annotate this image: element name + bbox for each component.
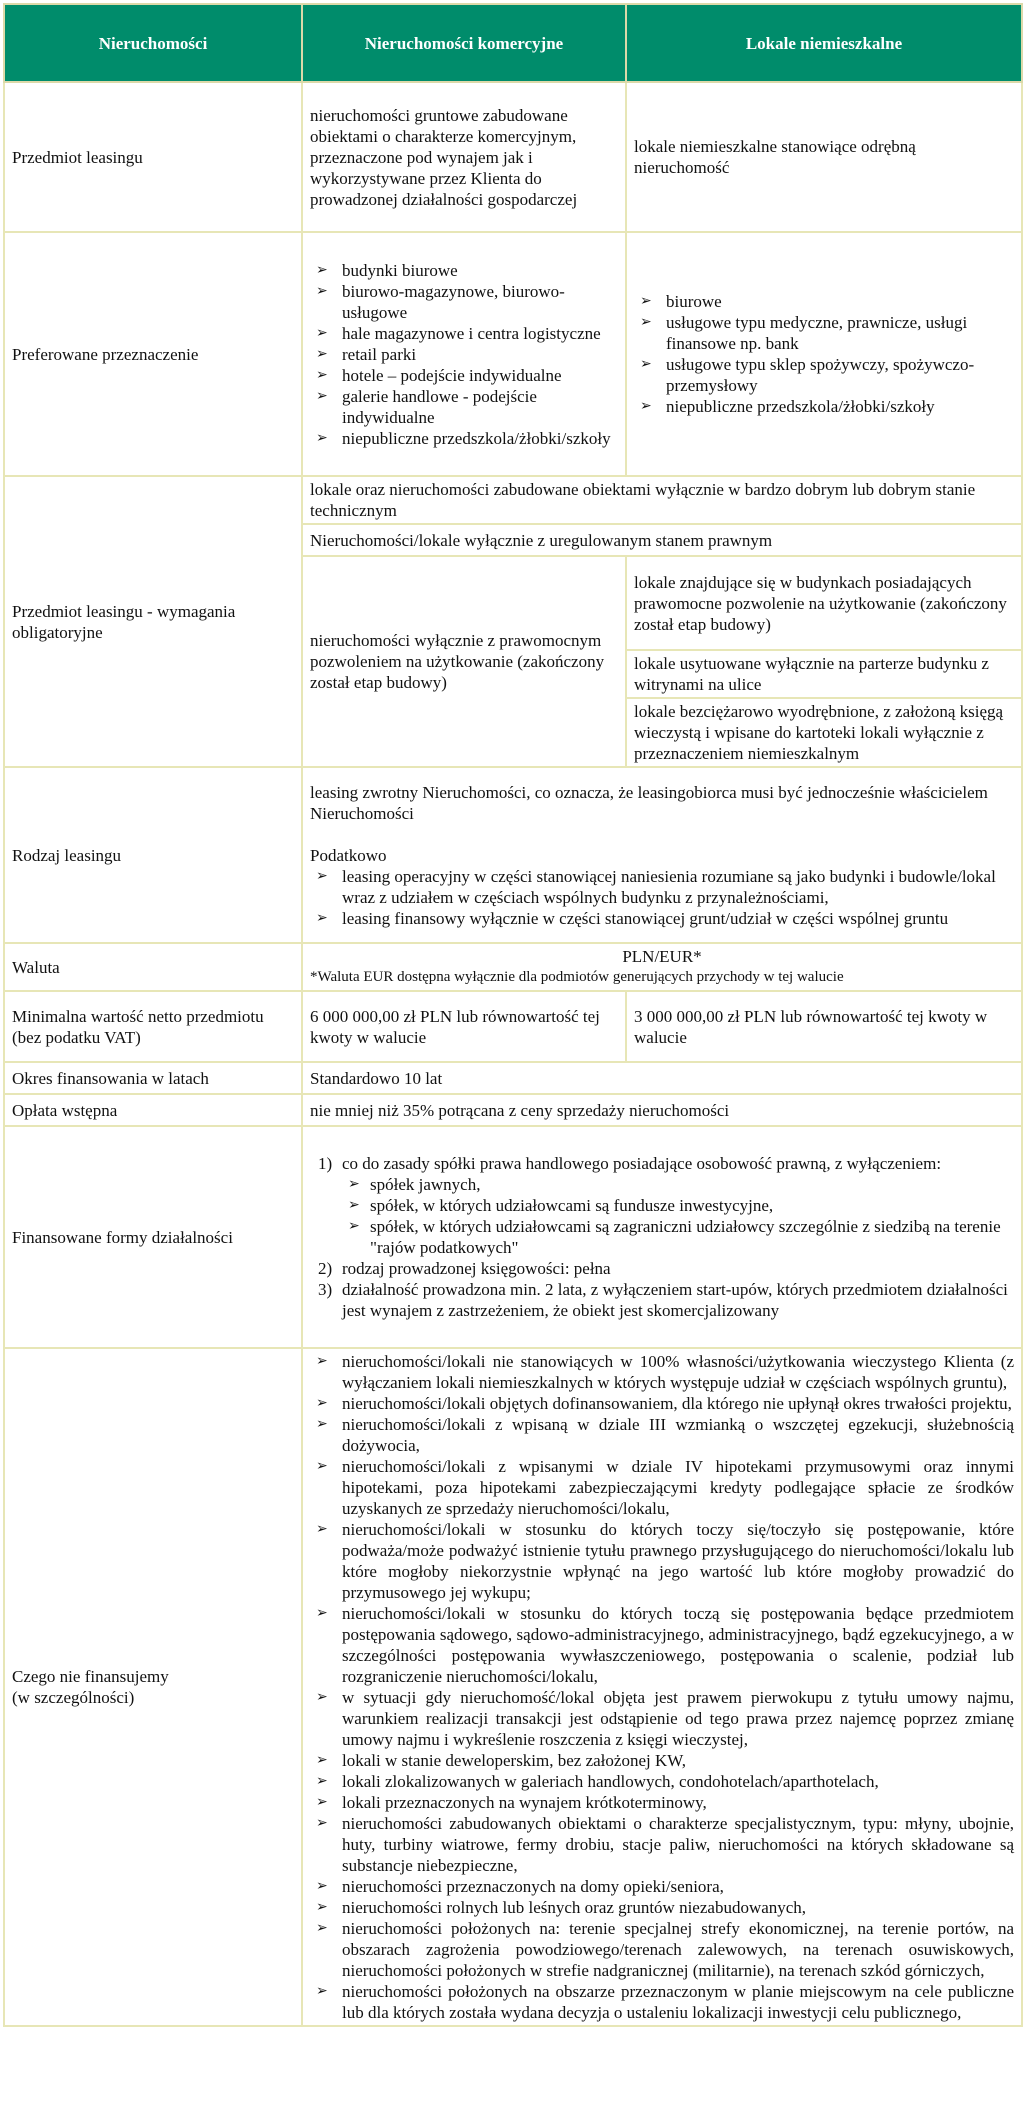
formy-exclusions-list: [342, 1174, 1014, 1258]
list-item: ➢ niepubliczne przedszkola/żłobki/szkoły: [310, 428, 618, 449]
list-item: ➢ leasing operacyjny w części stanowiącej naniesienia rozumiane są jako budynki i budowle/lokal wraz z udziałem w częściach wspólnych budynku z przynależnościami,: [310, 866, 1014, 908]
row-rodzaj-leasingu: [4, 767, 1022, 943]
cell-komercyjne: [302, 232, 626, 476]
formy-list: [310, 1153, 1014, 1321]
rodzaj-intro: leasing zwrotny Nieruchomości, co oznacza, że leasingobiorca musi być jednocześnie właścicielem Nieruchomości: [310, 782, 988, 823]
list-number: 3): [318, 1280, 333, 1299]
row-label: Rodzaj leasingu: [4, 767, 302, 943]
row-label: Opłata wstępna: [4, 1094, 302, 1126]
list-item: ➢ retail parki: [310, 344, 618, 365]
waluta-value: PLN/EUR*: [622, 947, 702, 966]
list-item: ➢ niepubliczne przedszkola/żłobki/szkoły: [634, 396, 1014, 417]
cell-lokale: lokale niemieszkalne stanowiące odrębną nieruchomość: [626, 82, 1022, 232]
list-item: ➢ nieruchomości rolnych lub leśnych oraz gruntów niezabudowanych,: [310, 1897, 1014, 1918]
row-czego-nie-finansujemy: [4, 1348, 1022, 2026]
list-item: ➢ nieruchomości położonych na: terenie specjalnej strefy ekonomicznej, na terenie portów, na obszarach zagrożenia powodziowego/terenach zalewowych, na terenach osuwiskowych, nieruchomości położonych w strefie nadgranicznej (militarnie), na terenach szkód górniczych,: [310, 1918, 1014, 1981]
row-label-line: (w szczególności): [12, 1688, 135, 1707]
list-item: ➢ nieruchomości/lokali objętych dofinansowaniem, dla którego nie upłynął okres trwałości projektu,: [310, 1393, 1014, 1414]
list-item: ➢ nieruchomości/lokali w stosunku do których toczy się/toczyło się postępowanie, które podważa/może podważyć istnienie tytułu prawnego przysługującego do nieruchomości/lokalu lub które mogłoby niekorzystnie wpłynąć na jego wartość lub które mogłoby prowadzić do przymusowego jej wykupu;: [310, 1519, 1014, 1603]
row-label: Minimalna wartość netto przedmiotu (bez podatku VAT): [4, 991, 302, 1062]
header-nieruchomosci-komercyjne: Nieruchomości komercyjne: [302, 4, 626, 82]
row-label: Waluta: [4, 943, 302, 991]
list-item: ➢ hotele – podejście indywidualne: [310, 365, 618, 386]
list-item-text: co do zasady spółki prawa handlowego posiadające osobowość prawną, z wyłączeniem:: [342, 1154, 942, 1173]
list-item: ➢ nieruchomości zabudowanych obiektami o charakterze specjalistycznym, typu: młyny, ubojnie, huty, turbiny wiatrowe, fermy drobiu, stacje paliw, nieruchomości na których składowane są substancje niebezpieczne,: [310, 1813, 1014, 1876]
cell-nie-finansujemy: [302, 1348, 1022, 2026]
cell-oplata: nie mniej niż 35% potrącana z ceny sprzedaży nieruchomości: [302, 1094, 1022, 1126]
row-wymagania-1: [4, 476, 1022, 524]
list-item: [310, 1153, 1014, 1258]
list-item: ➢ biurowe: [634, 291, 1014, 312]
row-oplata-wstepna: [4, 1094, 1022, 1126]
list-item-text: rodzaj prowadzonej księgowości: pełna: [342, 1259, 611, 1278]
list-item: ➢ spółek, w których udziałowcami są fundusze inwestycyjne,: [342, 1195, 1014, 1216]
cell-okres: Standardowo 10 lat: [302, 1062, 1022, 1094]
cell-komercyjne: nieruchomości wyłącznie z prawomocnym pozwoleniem na użytkowanie (zakończony został etap budowy): [302, 556, 626, 767]
list-item: ➢ budynki biurowe: [310, 260, 618, 281]
row-przedmiot-leasingu: [4, 82, 1022, 232]
row-label: [4, 1348, 302, 2026]
leasing-conditions-table: [3, 3, 1023, 2027]
list-number: 2): [318, 1259, 333, 1278]
cell-lokale: 3 000 000,00 zł PLN lub równowartość tej kwoty w walucie: [626, 991, 1022, 1062]
list-item: ➢ leasing finansowy wyłącznie w części stanowiącej grunt/udział w części wspólnej gruntu: [310, 908, 1014, 929]
cell-komercyjne: nieruchomości gruntowe zabudowane obiektami o charakterze komercyjnym, przeznaczone pod wynajem jak i wykorzystywane przez Klienta do prowadzonej działalności gospodarczej: [302, 82, 626, 232]
row-label: Preferowane przeznaczenie: [4, 232, 302, 476]
header-row: [4, 4, 1022, 82]
cell-komercyjne: 6 000 000,00 zł PLN lub równowartość tej kwoty w walucie: [302, 991, 626, 1062]
row-label: Finansowane formy działalności: [4, 1126, 302, 1348]
row-label: Przedmiot leasingu: [4, 82, 302, 232]
row-minimalna-wartosc: [4, 991, 1022, 1062]
list-item: ➢ biurowo-magazynowe, biurowo-usługowe: [310, 281, 618, 323]
row-label: Okres finansowania w latach: [4, 1062, 302, 1094]
list-number: 1): [318, 1154, 333, 1173]
cell-lokale: lokale bezciężarowo wyodrębnione, z założoną księgą wieczystą i wpisane do kartoteki lokali wyłącznie z przeznaczeniem niemieszkalnym: [626, 698, 1022, 767]
cell-lokale: [626, 232, 1022, 476]
list-item: ➢ lokali przeznaczonych na wynajem krótkoterminowy,: [310, 1792, 1014, 1813]
list-item: ➢ hale magazynowe i centra logistyczne: [310, 323, 618, 344]
list-item: ➢ usługowe typu medyczne, prawnicze, usługi finansowe np. bank: [634, 312, 1014, 354]
list-item: ➢ usługowe typu sklep spożywczy, spożywczo-przemysłowy: [634, 354, 1014, 396]
row-preferowane-przeznaczenie: [4, 232, 1022, 476]
header-nieruchomosci: Nieruchomości: [4, 4, 302, 82]
cell-formy: [302, 1126, 1022, 1348]
list-item: ➢ nieruchomości/lokali nie stanowiących w 100% własności/użytkowania wieczystego Klienta (z wyłączaniem lokali niemieszkalnych w których występuje udział w częściach wspólnych gruntu),: [310, 1351, 1014, 1393]
list-item: ➢ spółek jawnych,: [342, 1174, 1014, 1195]
exclusions-list: [310, 1351, 1014, 2023]
row-label: Przedmiot leasingu - wymagania obligatoryjne: [4, 476, 302, 767]
list-item: ➢ lokali w stanie deweloperskim, bez założonej KW,: [310, 1750, 1014, 1771]
row-label-line: Czego nie finansujemy: [12, 1667, 169, 1686]
list-item: [310, 1279, 1014, 1321]
row-finansowane-formy: [4, 1126, 1022, 1348]
cell-lokale: lokale usytuowane wyłącznie na parterze budynku z witrynami na ulice: [626, 650, 1022, 698]
cell-wspolne: Nieruchomości/lokale wyłącznie z uregulowanym stanem prawnym: [302, 524, 1022, 556]
list-item: ➢ nieruchomości/lokali w stosunku do których toczą się postępowania będące przedmiotem postępowania sądowego, sądowo-administracyjnego, administracyjnego, bądź egzekucyjnego, a w szczególności postępowania wywłaszczeniowego, postępowania o scalenie, podział lub rozgraniczenie nieruchomości/lokalu,: [310, 1603, 1014, 1687]
cell-rodzaj: [302, 767, 1022, 943]
list-item: [310, 1258, 1014, 1279]
list-item: ➢ lokali zlokalizowanych w galeriach handlowych, condohotelach/aparthotelach,: [310, 1771, 1014, 1792]
cell-wspolne: lokale oraz nieruchomości zabudowane obiektami wyłącznie w bardzo dobrym lub dobrym stanie technicznym: [302, 476, 1022, 524]
header-lokale-niemieszkalne: Lokale niemieszkalne: [626, 4, 1022, 82]
list-item-text: działalność prowadzona min. 2 lata, z wyłączeniem start-upów, których przedmiotem działalności jest wynajem z zastrzeżeniem, że obiekt jest skomercjalizowany: [342, 1280, 1008, 1320]
cell-waluta: [302, 943, 1022, 991]
lokale-purpose-list: [634, 291, 1014, 417]
list-item: ➢ galerie handlowe - podejście indywidualne: [310, 386, 618, 428]
list-item: ➢ nieruchomości położonych na obszarze przeznaczonym w planie miejscowym na cele publiczne lub dla których została wydana decyzja o ustaleniu lokalizacji inwestycji celu publicznego,: [310, 1981, 1014, 2023]
list-item: ➢ w sytuacji gdy nieruchomość/lokal objęta jest prawem pierwokupu z tytułu umowy najmu, warunkiem realizacji transakcji jest odstąpienie od tego prawa przez najemcę poprzez zmianę umowy najmu i wykreślenie roszczenia z księgi wieczystej,: [310, 1687, 1014, 1750]
list-item: ➢ nieruchomości/lokali z wpisaną w dziale III wzmianką o wszczętej egzekucji, służebnością dożywocia,: [310, 1414, 1014, 1456]
row-waluta: [4, 943, 1022, 991]
row-okres-finansowania: [4, 1062, 1022, 1094]
list-item: ➢ nieruchomości przeznaczonych na domy opieki/seniora,: [310, 1876, 1014, 1897]
komercyjne-purpose-list: [310, 260, 618, 449]
list-item: ➢ spółek, w których udziałowcami są zagraniczni udziałowcy szczególnie z siedzibą na terenie "rajów podatkowych": [342, 1216, 1014, 1258]
waluta-note: *Waluta EUR dostępna wyłącznie dla podmiotów generujących przychody w tej walucie: [310, 969, 844, 985]
cell-lokale: lokale znajdujące się w budynkach posiadających prawomocne pozwolenie na użytkowanie (zakończony został etap budowy): [626, 556, 1022, 650]
rodzaj-list: [310, 866, 1014, 929]
rodzaj-podatkowo: Podatkowo: [310, 845, 387, 865]
list-item: ➢ nieruchomości/lokali z wpisanymi w dziale IV hipotekami przymusowymi oraz innymi hipotekami, poza hipotekami zabezpieczającymi kredyty podlegające spłacie ze środków uzyskanych ze sprzedaży nieruchomości/lokalu,: [310, 1456, 1014, 1519]
